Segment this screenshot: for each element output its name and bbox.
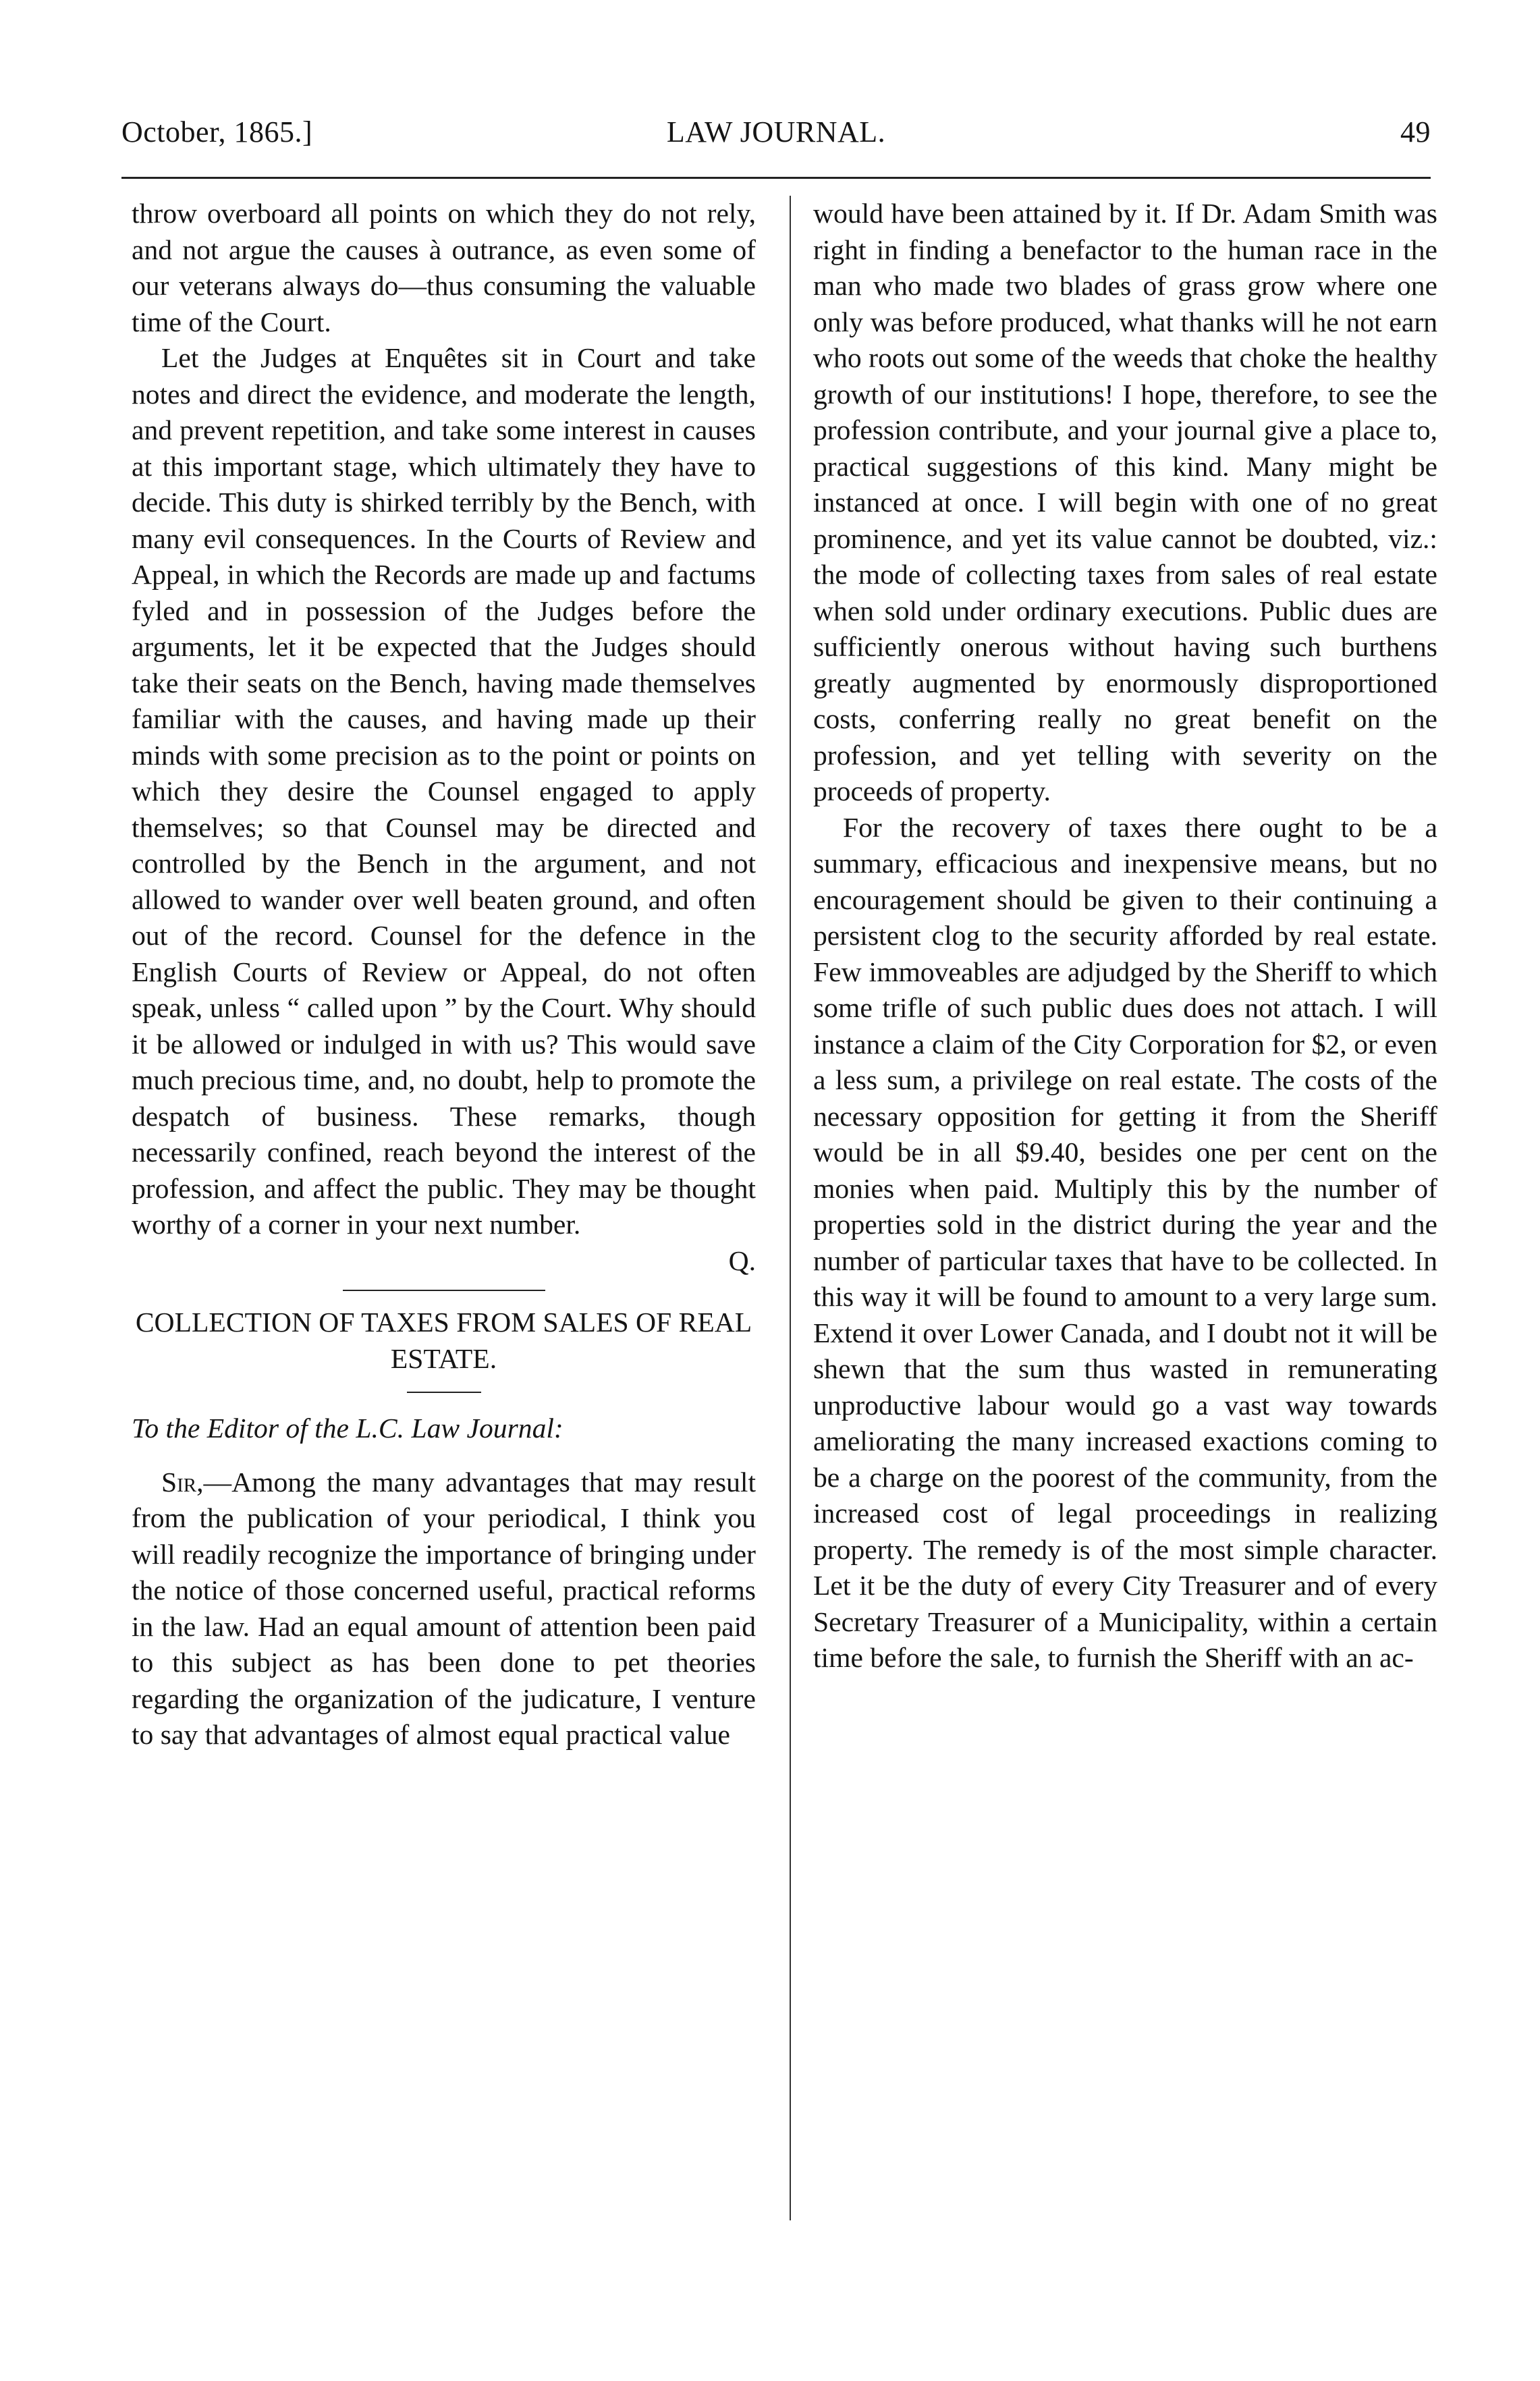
article-heading: COLLECTION OF TAXES FROM SALES OF REAL ESTATE. (135, 1307, 752, 1374)
letter-salutation: To the Editor of the L.C. Law Journal: (132, 1413, 563, 1444)
left-paragraph-2: Let the Judges at Enquêtes sit in Court and take notes and direct the evidence, and moderate the length, and prevent repetition, and take some interest in causes at this important stage, which ultimately they have to decide. This duty is shirked terribly by the Bench, with many evil consequences. In the Courts of Review and Appeal, in which the Records are made up and factums fyled and in possession of the Judges before the arguments, let it be expected that the Judges should take their seats on the Bench, having made themselves familiar with the causes, and having made up their minds with some precision as to the point or points on which they desire the Counsel engaged to apply themselves; so that Counsel may be directed and controlled by the Bench in the argument, and not allowed to wander over well beaten ground, and often out of the record. Counsel for the defence in the English Courts of Review or Appeal, do not often speak, unless “ called upon ” by the Court. Why should it be allowed or indulged in with us? This would save much precious time, and, no doubt, help to promote the despatch of business. These remarks, though necessarily confined, reach beyond the interest of the profession, and affect the public. They may be thought worthy of a corner in your next number. (132, 342, 756, 1240)
letter-end (132, 1243, 756, 1280)
heading-divider (407, 1392, 481, 1393)
left-column (132, 196, 756, 1753)
letter-signature: Q. (728, 1244, 756, 1276)
running-header (121, 108, 1431, 155)
sir-opening: Sir, (161, 1466, 204, 1498)
header-rule (121, 177, 1431, 179)
section-divider (343, 1290, 545, 1291)
right-paragraph-1: would have been attained by it. If Dr. Adam Smith was right in finding a benefactor to the human race in the man who made two blades of grass grow where one only was before produced, what thanks will he not earn who roots out some of the weeds that choke the healthy growth of our institutions! I hope, therefore, to see the profession contribute, and your journal give a place to, practical suggestions of this kind. Many might be instanced at once. I will begin with one of no great prominence, and yet its value cannot be doubted, viz.: the mode of collecting taxes from sales of real estate when sold under ordinary executions. Public dues are sufficiently onerous without having such burthens greatly augmented by enormously disproportioned costs, conferring really no great benefit on the profession, and yet telling with severity on the proceeds of property. (813, 198, 1437, 806)
page-number: 49 (1400, 115, 1431, 148)
right-column (813, 196, 1437, 1676)
header-date: October, 1865.] (121, 115, 313, 148)
left-paragraph-3 (132, 1465, 756, 1753)
left-paragraph-3-body: —Among the many advantages that may result from the publication of your periodical, I think you will readily recognize the importance of bringing under the notice of those concerned useful, practical reforms in the law. Had an equal amount of attention been paid to this subject as has been done to pet theories regarding the organization of the judicature, I venture to say that advantages of almost equal practical value (132, 1466, 756, 1750)
right-paragraph-2: For the recovery of taxes there ought to be a summary, efficacious and inexpensive means, but no encouragement should be given to their continuing a persistent clog to the security afforded by real estate. Few immoveables are adjudged by the Sheriff to which some trifle of such public dues does not attach. I will instance a claim of the City Corporation for $2, or even a less sum, a privilege on real estate. The costs of the necessary opposition for getting it from the Sheriff would be in all $9.40, besides one per cent on the monies when paid. Multiply this by the number of properties sold in the district during the year and the number of particular taxes that have to be collected. In this way it will be found to amount to a very large sum. Extend it over Lower Canada, and I doubt not it will be shewn that the sum thus wasted in remunerating unproductive labour would go a vast way towards ameliorating the many increased exactions coming to be a charge on the poorest of the community, from the increased cost of legal proceedings in realizing property. The remedy is of the most simple character. Let it be the duty of every City Treasurer and of every Secretary Treasurer of a Municipality, within a certain time before the sale, to furnish the Sheriff with an ac- (813, 811, 1437, 1673)
header-title: LAW JOURNAL. (666, 115, 886, 148)
column-divider (790, 196, 791, 2220)
left-paragraph-1: throw overboard all points on which they do not rely, and not argue the causes à outrance, as even some of our veterans always do—thus consuming the valuable time of the Court. (132, 198, 756, 337)
